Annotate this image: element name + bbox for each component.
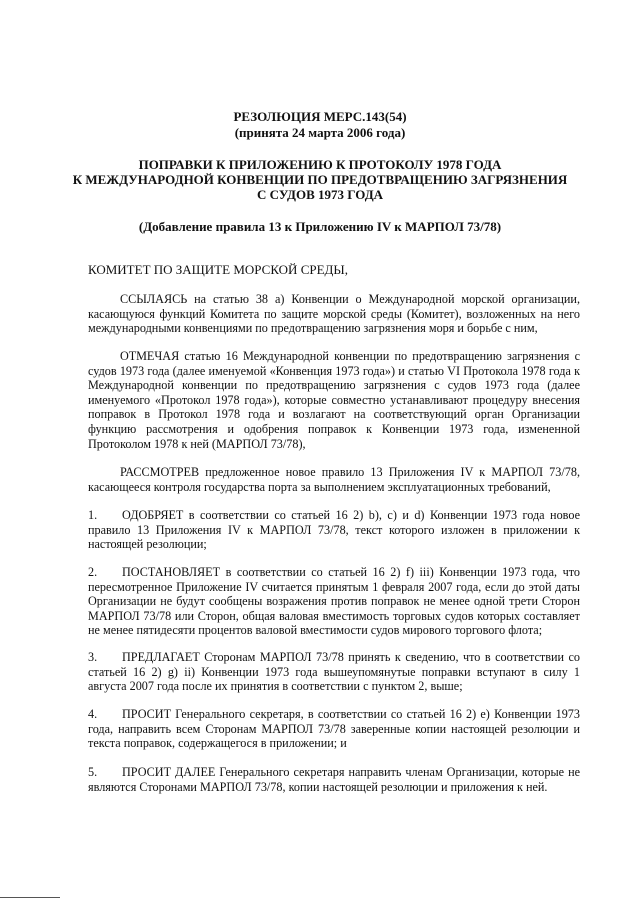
paragraph-number: 1. — [88, 508, 98, 522]
document-title — [60, 157, 580, 202]
paragraph-number: 5. — [88, 765, 98, 779]
recital-paragraph-2: ОТМЕЧАЯ статью 16 Международной конвенции по предотвращению загрязнения с судов 1973 года (далее именуемой «Конвенция 1973 года») и статью VI Протокола 1978 года к Международной конвенции по предотвращению загрязнения с судов 1973 года (далее именуемого «Протокол 1978 года»), которые совместно устанавливают процедуру внесения поправок в Протокол 1978 года и возлагают на соответствующий орган Организации функцию рассмотрения и одобрения поправок к Конвенции 1973 года, измененной Протоколом 1978 к ней (МАРПОЛ 73/78), — [88, 349, 580, 451]
title-line-1: ПОПРАВКИ К ПРИЛОЖЕНИЮ К ПРОТОКОЛУ 1978 ГОДА — [138, 157, 502, 172]
resolution-number: РЕЗОЛЮЦИЯ МЕРС.143(54) — [233, 109, 407, 124]
paragraph-number: 3. — [88, 650, 98, 664]
document-subtitle: (Добавление правила 13 к Приложению IV к МАРПОЛ 73/78) — [138, 219, 502, 234]
paragraph-text: ПРОСИТ ДАЛЕЕ Генерального секретаря направить членам Организации, которые не являются Сторонами МАРПОЛ 73/78, копии настоящей резолюции и приложения к ней. — [88, 765, 580, 794]
paragraph-text: ОДОБРЯЕТ в соответствии со статьей 16 2) b), c) и d) Конвенции 1973 года новое правило 13 Приложения IV к МАРПОЛ 73/78, текст которого изложен в приложении к настоящей резолюции; — [88, 508, 580, 552]
operative-paragraph-3 — [88, 650, 580, 694]
operative-paragraph-5 — [88, 765, 580, 794]
recital-paragraph-1: ССЫЛАЯСЬ на статью 38 а) Конвенции о Международной морской организации, касающуюся функций Комитета по защите морской среды (Комитет), возложенных на него международными конвенциями по предотвращению загрязнения моря и борьбе с ним, — [88, 292, 580, 336]
operative-paragraph-2 — [88, 565, 580, 638]
paragraph-text: ПРОСИТ Генерального секретаря, в соответствии со статьей 16 2) e) Конвенции 1973 года, направить всем Сторонам МАРПОЛ 73/78 заверенные копии настоящей резолюции и текста поправок, содержащегося в приложении; и — [88, 707, 580, 751]
adoption-date: (принята 24 марта 2006 года) — [234, 125, 406, 140]
footer-rule — [0, 897, 60, 898]
title-line-3: С СУДОВ 1973 ГОДА — [256, 187, 384, 202]
paragraph-number: 4. — [88, 707, 98, 721]
title-line-2: К МЕЖДУНАРОДНОЙ КОНВЕНЦИИ ПО ПРЕДОТВРАЩЕНИЮ ЗАГРЯЗНЕНИЯ — [72, 172, 568, 187]
recital-paragraph-3: РАССМОТРЕВ предложенное новое правило 13 Приложения IV к МАРПОЛ 73/78, касающееся контроля государства порта за выполнением эксплуатационных требований, — [88, 465, 580, 494]
paragraph-text: ПРЕДЛАГАЕТ Сторонам МАРПОЛ 73/78 принять к сведению, что в соответствии со статьей 16 2) g) ii) Конвенции 1973 года вышеупомянутые поправки вступают в силу 1 августа 2007 года после их принятия в соответствии с пунктом 2, выше; — [88, 650, 580, 694]
operative-paragraph-4 — [88, 707, 580, 751]
paragraph-number: 2. — [88, 565, 98, 579]
operative-paragraph-1 — [88, 508, 580, 552]
paragraph-text: ПОСТАНОВЛЯЕТ в соответствии со статьей 16 2) f) iii) Конвенции 1973 года, что пересмотренное Приложение IV считается принятым 1 февраля 2007 года, если до этой даты Организации не будут сообщены возражения против поправок не менее одной трети Сторон МАРПОЛ 73/78 или Сторон, общая валовая вместимость торговых судов которых составляет не менее пятидесяти процентов валовой вместимости судов мирового торгового флота; — [88, 565, 580, 638]
committee-heading: КОМИТЕТ ПО ЗАЩИТЕ МОРСКОЙ СРЕДЫ, — [88, 262, 348, 277]
